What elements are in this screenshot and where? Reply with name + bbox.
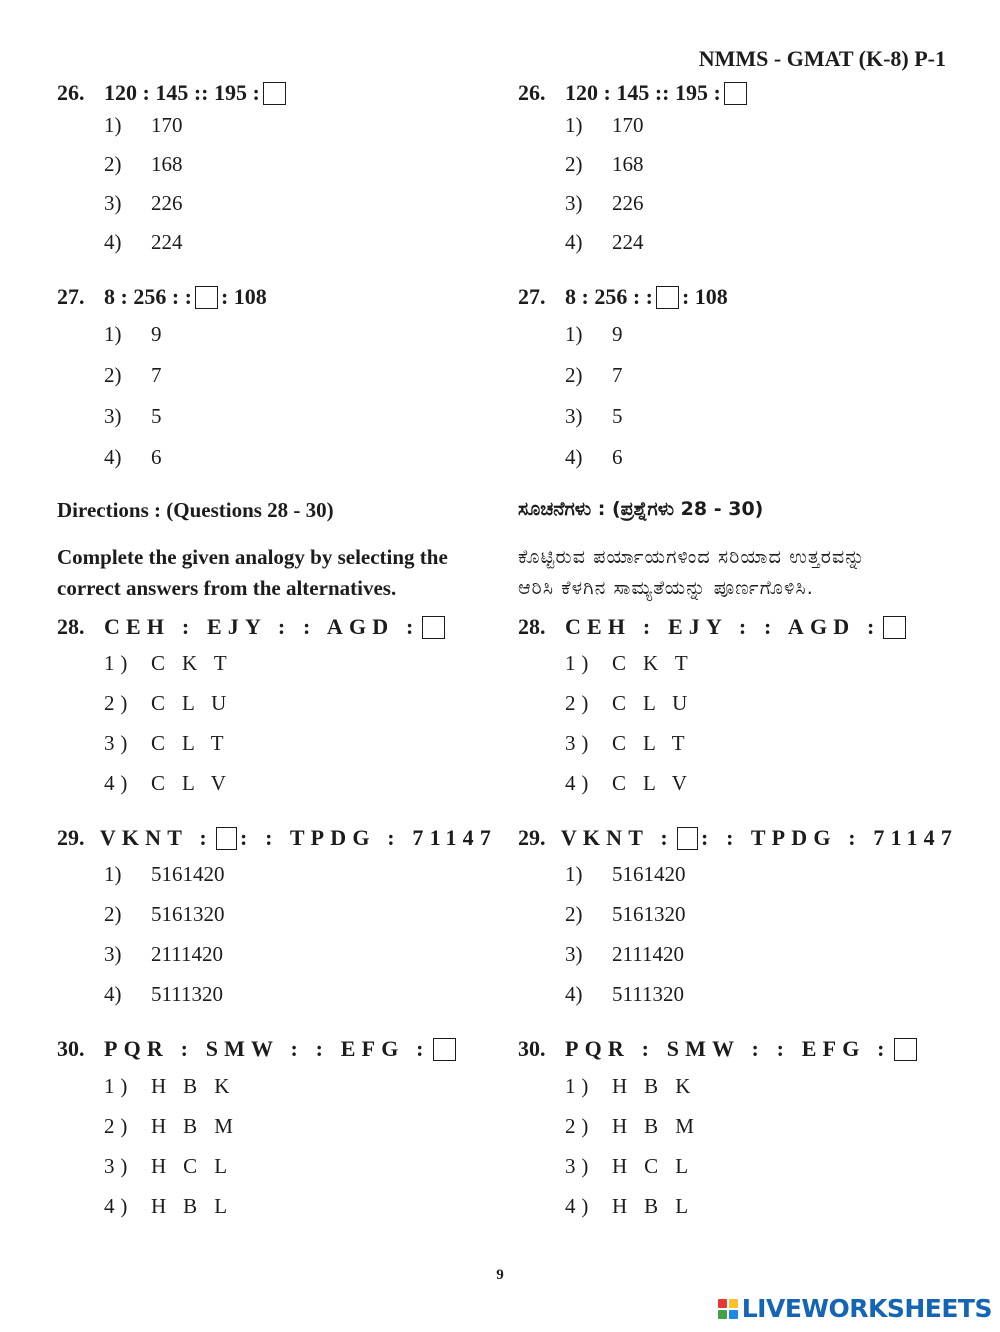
kannada-column xyxy=(518,78,958,1234)
question-26 xyxy=(57,78,497,269)
question-text: CEH : EJY : : AGD : xyxy=(104,614,420,639)
option-number: 4) xyxy=(104,230,122,254)
option-number: 3) xyxy=(104,942,122,966)
directions-title: ಸೂಚನೆಗಳು : (ಪ್ರಶ್ನೆಗಳು 28 - 30) xyxy=(518,498,764,520)
option-2[interactable] xyxy=(104,691,497,731)
option-2[interactable] xyxy=(565,902,958,942)
question-text: PQR : SMW : : EFG : xyxy=(565,1036,891,1061)
option-3[interactable] xyxy=(104,1154,497,1194)
option-number: 3) xyxy=(565,731,595,755)
option-number: 3) xyxy=(104,1154,134,1178)
answer-box[interactable] xyxy=(263,82,286,105)
option-number: 4) xyxy=(104,982,122,1006)
option-number: 1) xyxy=(104,1074,134,1098)
question-text: 8 : 256 : : xyxy=(104,284,192,309)
option-text: 170 xyxy=(151,113,183,137)
answer-box[interactable] xyxy=(883,616,906,639)
option-number: 1) xyxy=(104,113,122,137)
option-text: 226 xyxy=(151,191,183,215)
option-1[interactable] xyxy=(104,651,497,691)
option-3[interactable] xyxy=(565,1154,958,1194)
question-text: VKNT : xyxy=(560,825,674,850)
option-1[interactable] xyxy=(104,322,497,363)
option-number: 3) xyxy=(565,191,583,215)
option-number: 4) xyxy=(104,771,134,795)
option-4[interactable] xyxy=(565,771,958,811)
option-1[interactable] xyxy=(565,862,958,902)
option-number: 2) xyxy=(104,152,122,176)
option-3[interactable] xyxy=(565,191,958,230)
option-number: 2) xyxy=(104,902,122,926)
brand-name: LIVEWORKSHEETS xyxy=(741,1294,992,1323)
option-4[interactable] xyxy=(104,445,497,486)
option-text: C L T xyxy=(612,731,691,755)
option-4[interactable] xyxy=(104,982,497,1022)
option-4[interactable] xyxy=(104,230,497,269)
question-number: 27. xyxy=(57,284,85,309)
option-number: 4) xyxy=(565,771,595,795)
option-number: 4) xyxy=(565,982,583,1006)
option-text: 168 xyxy=(151,152,183,176)
option-2[interactable] xyxy=(104,363,497,404)
option-text: H B K xyxy=(151,1074,236,1098)
option-text: H B M xyxy=(612,1114,700,1138)
option-text: 5 xyxy=(151,404,162,428)
option-text: H B L xyxy=(612,1194,694,1218)
option-text: 168 xyxy=(612,152,644,176)
option-text: 2111420 xyxy=(612,942,684,966)
option-1[interactable] xyxy=(565,651,958,691)
directions-line: correct answers from the alternatives. xyxy=(57,576,397,600)
option-2[interactable] xyxy=(104,1114,497,1154)
option-text: H C L xyxy=(612,1154,694,1178)
question-28 xyxy=(57,612,497,811)
question-28-stem xyxy=(518,612,958,642)
question-number: 30. xyxy=(518,1036,546,1061)
option-number: 4) xyxy=(565,230,583,254)
option-3[interactable] xyxy=(565,731,958,771)
option-text: 9 xyxy=(151,322,162,346)
option-text: 5161320 xyxy=(612,902,686,926)
option-text: 5161320 xyxy=(151,902,225,926)
option-1[interactable] xyxy=(104,113,497,152)
question-text: CEH : EJY : : AGD : xyxy=(565,614,881,639)
option-text: C L U xyxy=(612,691,694,715)
question-text: VKNT : xyxy=(99,825,213,850)
english-column xyxy=(57,78,497,1234)
option-number: 2) xyxy=(565,902,583,926)
option-text: 6 xyxy=(612,445,623,469)
option-text: 7 xyxy=(612,363,623,387)
option-text: 7 xyxy=(151,363,162,387)
question-26-stem xyxy=(57,78,497,108)
question-27-stem xyxy=(518,282,958,312)
directions-line: ಆರಿಸಿ ಕೆಳಗಿನ ಸಾಮ್ಯತೆಯನ್ನು ಪೂರ್ಣಗೊಳಿಸಿ. xyxy=(518,577,814,599)
option-text: 5111320 xyxy=(151,982,223,1006)
option-3[interactable] xyxy=(104,191,497,230)
question-27-stem xyxy=(57,282,497,312)
question-number: 30. xyxy=(57,1036,85,1061)
question-text-end: : 108 xyxy=(220,284,267,309)
option-2[interactable] xyxy=(104,152,497,191)
option-text: C K T xyxy=(151,651,233,675)
option-number: 3) xyxy=(565,942,583,966)
question-number: 29. xyxy=(57,825,85,850)
question-28 xyxy=(518,612,958,811)
question-text: PQR : SMW : : EFG : xyxy=(104,1036,430,1061)
option-number: 3) xyxy=(565,1154,595,1178)
option-4[interactable] xyxy=(565,445,958,486)
page-number: 9 xyxy=(496,1267,504,1283)
option-3[interactable] xyxy=(565,942,958,982)
option-number: 3) xyxy=(104,191,122,215)
question-26 xyxy=(518,78,958,269)
question-number: 26. xyxy=(57,80,85,105)
answer-box[interactable] xyxy=(656,286,679,309)
answer-box[interactable] xyxy=(433,1038,456,1061)
option-number: 2) xyxy=(565,152,583,176)
option-3[interactable] xyxy=(104,404,497,445)
option-4[interactable] xyxy=(565,982,958,1022)
directions-text xyxy=(57,542,497,604)
option-text: 2111420 xyxy=(151,942,223,966)
answer-box[interactable] xyxy=(216,827,237,850)
option-3[interactable] xyxy=(565,404,958,445)
question-text-end: : 108 xyxy=(681,284,728,309)
liveworksheets-icon xyxy=(718,1299,738,1319)
question-text: 8 : 256 : : xyxy=(565,284,653,309)
option-1[interactable] xyxy=(565,322,958,363)
option-number: 2) xyxy=(104,363,122,387)
option-number: 2) xyxy=(565,1114,595,1138)
question-text-end: : : TPDG : 71147 xyxy=(239,825,497,850)
option-1[interactable] xyxy=(104,862,497,902)
option-number: 1) xyxy=(565,322,583,346)
option-number: 1) xyxy=(104,322,122,346)
option-number: 2) xyxy=(565,363,583,387)
question-30 xyxy=(57,1034,497,1234)
question-27 xyxy=(57,282,497,486)
option-2[interactable] xyxy=(565,363,958,404)
option-text: C L T xyxy=(151,731,230,755)
option-number: 3) xyxy=(104,731,134,755)
question-text: 120 : 145 :: 195 : xyxy=(565,80,721,105)
question-number: 27. xyxy=(518,284,546,309)
question-number: 26. xyxy=(518,80,546,105)
option-number: 2) xyxy=(565,691,595,715)
option-2[interactable] xyxy=(565,691,958,731)
option-number: 1) xyxy=(565,862,583,886)
option-4[interactable] xyxy=(565,1194,958,1234)
page-header: NMMS - GMAT (K-8) P-1 xyxy=(698,46,946,71)
answer-box[interactable] xyxy=(724,82,747,105)
option-text: C L V xyxy=(151,771,232,795)
answer-box[interactable] xyxy=(195,286,218,309)
question-number: 29. xyxy=(518,825,546,850)
option-text: 5161420 xyxy=(612,862,686,886)
option-text: H B K xyxy=(612,1074,697,1098)
option-1[interactable] xyxy=(104,1074,497,1114)
option-number: 4) xyxy=(565,1194,595,1218)
directions-title: Directions : (Questions 28 - 30) xyxy=(57,498,334,522)
directions-text xyxy=(518,542,958,604)
option-number: 4) xyxy=(104,1194,134,1218)
option-text: C L V xyxy=(612,771,693,795)
option-text: H C L xyxy=(151,1154,233,1178)
option-text: 224 xyxy=(151,230,183,254)
option-4[interactable] xyxy=(565,230,958,269)
option-4[interactable] xyxy=(104,771,497,811)
question-27 xyxy=(518,282,958,486)
option-number: 1) xyxy=(565,651,595,675)
option-number: 4) xyxy=(565,445,583,469)
option-number: 3) xyxy=(565,404,583,428)
directions-line: ಕೊಟ್ಟಿರುವ ಪರ್ಯಾಯಗಳಿಂದ ಸರಿಯಾದ ಉತ್ತರವನ್ನು xyxy=(518,546,866,568)
option-text: H B M xyxy=(151,1114,239,1138)
option-number: 1) xyxy=(104,862,122,886)
option-3[interactable] xyxy=(104,942,497,982)
question-26-stem xyxy=(518,78,958,108)
option-text: 5161420 xyxy=(151,862,225,886)
directions-line: Complete the given analogy by selecting the xyxy=(57,545,448,569)
option-text: H B L xyxy=(151,1194,233,1218)
question-29-stem xyxy=(57,823,497,853)
option-text: 5 xyxy=(612,404,623,428)
option-text: 224 xyxy=(612,230,644,254)
question-29 xyxy=(518,823,958,1022)
option-text: C K T xyxy=(612,651,694,675)
option-number: 2) xyxy=(104,1114,134,1138)
option-2[interactable] xyxy=(104,902,497,942)
option-number: 4) xyxy=(104,445,122,469)
option-text: 170 xyxy=(612,113,644,137)
question-29-stem xyxy=(518,823,958,853)
option-2[interactable] xyxy=(565,152,958,191)
answer-box[interactable] xyxy=(422,616,445,639)
option-2[interactable] xyxy=(565,1114,958,1154)
question-30 xyxy=(518,1034,958,1234)
option-text: C L U xyxy=(151,691,233,715)
answer-box[interactable] xyxy=(677,827,698,850)
question-number: 28. xyxy=(518,614,546,639)
option-number: 1) xyxy=(104,651,134,675)
option-1[interactable] xyxy=(565,1074,958,1114)
option-number: 1) xyxy=(565,113,583,137)
question-30-stem xyxy=(518,1034,958,1064)
option-number: 1) xyxy=(565,1074,595,1098)
question-text-end: : : TPDG : 71147 xyxy=(700,825,958,850)
option-text: 5111320 xyxy=(612,982,684,1006)
question-number: 28. xyxy=(57,614,85,639)
question-29 xyxy=(57,823,497,1022)
question-text: 120 : 145 :: 195 : xyxy=(104,80,260,105)
question-28-stem xyxy=(57,612,497,642)
option-text: 6 xyxy=(151,445,162,469)
option-text: 9 xyxy=(612,322,623,346)
option-number: 2) xyxy=(104,691,134,715)
option-3[interactable] xyxy=(104,731,497,771)
answer-box[interactable] xyxy=(894,1038,917,1061)
option-number: 3) xyxy=(104,404,122,428)
liveworksheets-logo[interactable] xyxy=(718,1294,992,1323)
question-30-stem xyxy=(57,1034,497,1064)
option-4[interactable] xyxy=(104,1194,497,1234)
option-text: 226 xyxy=(612,191,644,215)
option-1[interactable] xyxy=(565,113,958,152)
